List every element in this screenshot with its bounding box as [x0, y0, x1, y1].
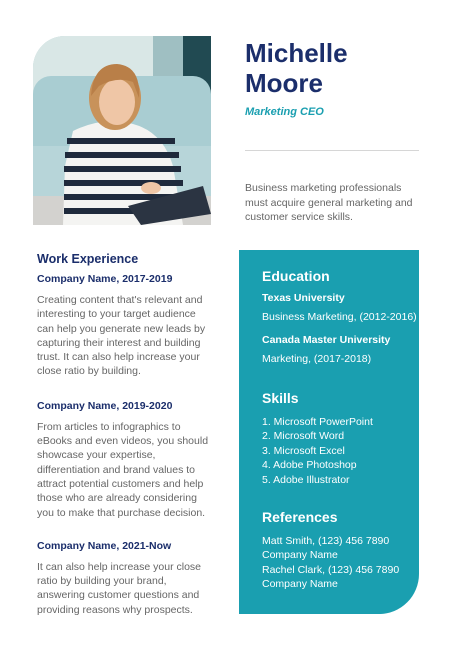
reference-line: Matt Smith, (123) 456 7890: [262, 535, 390, 547]
skills-title: Skills: [262, 390, 299, 406]
job-description-1: Creating content that's relevant and interesting to your target audience can help you generate new leads by capturing their interest and building trust. It can also help increase your close ratio by building.: [37, 294, 206, 378]
divider: [245, 150, 419, 151]
job-company-2: Company Name, 2019-2020: [37, 399, 173, 412]
job-description-3: It can also help increase your close ratio by building your brand, answering customer questions and providing reasons why prospects.: [37, 560, 202, 616]
first-name: Michelle: [245, 38, 348, 68]
work-experience-title: Work Experience: [37, 252, 139, 266]
education-detail-2: Marketing, (2017-2018): [262, 353, 372, 365]
summary-text: Business marketing professionals must acquire general marketing and customer service skills.: [245, 182, 413, 223]
education-title: Education: [262, 268, 330, 284]
reference-line: Company Name: [262, 549, 338, 562]
education-detail-1: Business Marketing, (2012-2016): [262, 311, 417, 323]
education-school-2: Canada Master University: [262, 334, 391, 346]
job-role: Marketing CEO: [245, 106, 324, 118]
side-panel: [239, 250, 419, 614]
job-description-2: From articles to infographics to eBooks and even videos, you should showcase your expertise, differentiation and brand values to attract potential customers and help those who are already considering you to make that purchase decision.: [37, 420, 209, 519]
reference-line: Rachel Clark, (123) 456 7890: [262, 563, 400, 576]
job-company-1: Company Name, 2017-2019: [37, 273, 173, 285]
job-company-3: Company Name, 2021-Now: [37, 539, 172, 552]
last-name: Moore: [245, 68, 323, 98]
skill-item: 4. Adobe Photoshop: [262, 459, 357, 472]
skill-item: 2. Microsoft Word: [262, 430, 345, 443]
references-list: [262, 534, 412, 591]
profile-photo: [33, 36, 211, 225]
work-experience-section: [37, 252, 209, 617]
person-name: [245, 38, 435, 98]
references-title: References: [262, 509, 338, 525]
skill-item: 1. Microsoft PowerPoint: [262, 416, 373, 428]
reference-line: Company Name: [262, 577, 338, 590]
skills-list: [262, 415, 373, 487]
skill-item: 5. Adobe Illustrator: [262, 473, 350, 486]
skill-item: 3. Microsoft Excel: [262, 444, 345, 457]
education-school-1: Texas University: [262, 292, 345, 304]
